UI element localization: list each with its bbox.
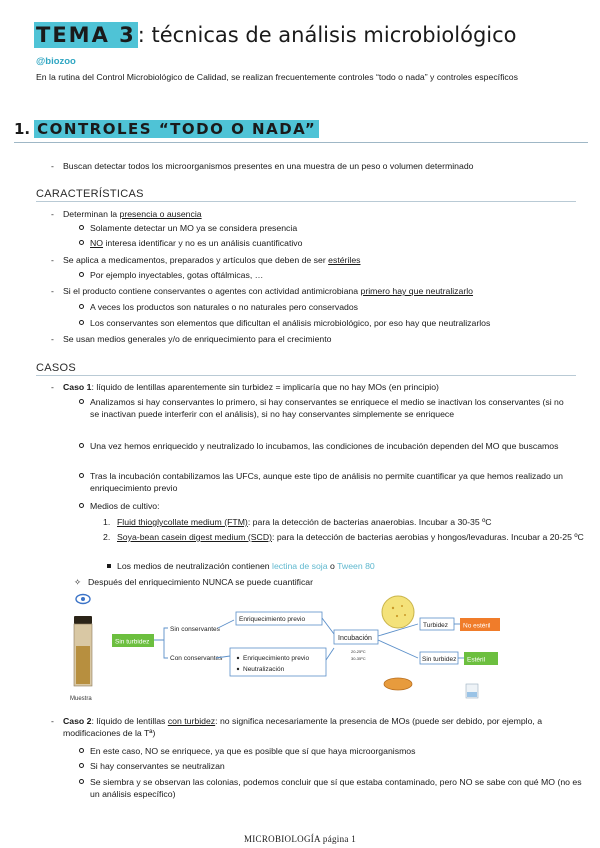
section-heading bbox=[14, 120, 588, 143]
caso-2: - Caso 2: líquido de lentillas con turbidez: no significa necesariamente la presencia de MOs (puede ser debido, por ejemplo, a modificaciones de la Tª) bbox=[51, 716, 543, 738]
inc-temp-1: 20-25ºC bbox=[351, 649, 366, 654]
enriq-label: Enriquecimiento previo bbox=[239, 616, 306, 623]
sin-conservantes-label: Sin conservantes bbox=[170, 626, 220, 633]
enriq-label-2: Enriquecimiento previo bbox=[243, 655, 310, 662]
list-item: Si hay conservantes se neutralizan bbox=[90, 760, 225, 772]
section-title: CONTROLES “TODO O NADA” bbox=[34, 120, 319, 138]
turbidez-label: Turbidez bbox=[423, 622, 449, 629]
caso-1: - Caso 1: líquido de lentillas aparentemente sin turbidez = implicaría que no hay MOs (en principio) bbox=[51, 382, 439, 392]
esteril-label: Estéril bbox=[467, 656, 486, 664]
list-item: NO interesa identificar y no es un análisis cuantificativo bbox=[90, 237, 302, 249]
arrow bbox=[218, 620, 234, 628]
page-footer: MICROBIOLOGÍA página 1 bbox=[243, 834, 357, 844]
no-esteril-label: No estéril bbox=[463, 622, 491, 630]
page-title bbox=[34, 22, 517, 50]
section-number: 1. bbox=[14, 120, 31, 138]
list-item: - Si el producto contiene conservantes o agentes con actividad antimicrobiana primero hay que neutralizarlo bbox=[51, 286, 474, 296]
petri-dish-icon bbox=[384, 678, 412, 690]
inc-temp-2: 30-35ºC bbox=[351, 656, 366, 661]
list-item: Una vez hemos enriquecido y neutralizado lo incubamos, las condiciones de incubación dependen del MO que buscamos bbox=[90, 440, 575, 452]
medio-2: 2. Soya-bean casein digest medium (SCD): para la detección de bacterias aerobias y hongos/levaduras. Incubar a 20-25 ºC bbox=[103, 532, 584, 542]
list-item: - Se usan medios generales y/o de enriquecimiento para el crecimiento bbox=[51, 334, 332, 344]
list-item: - Determinan la presencia o ausencia bbox=[51, 209, 202, 219]
medio-1: 1. Fluid thioglycollate medium (FTM): para la detección de bacterias anaerobias. Incubar a 30-35 ºC bbox=[103, 517, 492, 527]
casos-heading: CASOS bbox=[36, 362, 576, 376]
sample-tube bbox=[74, 616, 92, 686]
list-item: Solamente detectar un MO ya se considera presencia bbox=[90, 222, 297, 234]
list-item: Analizamos si hay conservantes lo primero, si hay conservantes se enriquece el medio se inactivan los conservantes (si no se inactivan puede interferir con el análisis), si no hay conservantes simplemente se enriquece bbox=[90, 396, 575, 420]
muestra-label: Muestra bbox=[70, 696, 92, 702]
sin-turbidez-result-label: Sin turbidez bbox=[422, 656, 457, 663]
diamond-icon: ✧ bbox=[74, 577, 82, 587]
list-item: En este caso, NO se enriquece, ya que es posible que sí que haya microorganismos bbox=[90, 745, 415, 757]
title-rest: : técnicas de análisis microbiológico bbox=[137, 23, 517, 47]
neutralizacion-label: Neutralización bbox=[243, 666, 285, 673]
list-item: Por ejemplo inyectables, gotas oftálmicas, … bbox=[90, 269, 263, 281]
intro-paragraph: En la rutina del Control Microbiológico de Calidad, se realizan frecuentemente controles “todo o nada” y controles específicos bbox=[36, 72, 518, 82]
list-item: Se siembra y se observan las colonias, podemos concluir que sí que estaba contaminado, pero NO se sabe con qué MO (no es un análisis específico) bbox=[90, 776, 585, 800]
con-conservantes-label: Con conservantes bbox=[170, 655, 223, 662]
sin-turbidez-label: Sin turbidez bbox=[115, 638, 150, 646]
flask-icon bbox=[466, 684, 478, 698]
author-handle: @biozoo bbox=[36, 56, 76, 67]
list-item: Tras la incubación contabilizamos las UFCs, aunque este tipo de análisis no permite cuantificar ya que hemos realizado un enriquecimiento previo bbox=[90, 470, 575, 494]
list-item: Los conservantes son elementos que dificultan el análisis microbiológico, por eso hay que neutralizarlos bbox=[90, 317, 490, 329]
medio-neutralizacion: Los medios de neutralización contienen lectina de soja o Tween 80 bbox=[117, 560, 375, 572]
title-highlight: TEMA 3 bbox=[36, 23, 136, 47]
arrow bbox=[378, 624, 418, 658]
flow-diagram bbox=[68, 588, 500, 706]
list-item: A veces los productos son naturales o no naturales pero conservados bbox=[90, 301, 358, 313]
caracteristicas-heading: CARACTERÍSTICAS bbox=[36, 188, 576, 202]
note: ✧ Después del enriquecimiento NUNCA se puede cuantificar bbox=[74, 577, 314, 587]
incubacion-label: Incubación bbox=[338, 635, 372, 642]
list-item: - Se aplica a medicamentos, preparados y artículos que deben de ser estériles bbox=[51, 255, 361, 265]
section-lead: - Buscan detectar todos los microorganismos presentes en una muestra de un peso o volumen determinado bbox=[51, 161, 474, 171]
petri-dish-icon bbox=[382, 596, 414, 628]
list-item: Medios de cultivo: bbox=[90, 500, 160, 512]
eye-icon bbox=[76, 595, 90, 604]
branch-arrow bbox=[154, 628, 168, 658]
